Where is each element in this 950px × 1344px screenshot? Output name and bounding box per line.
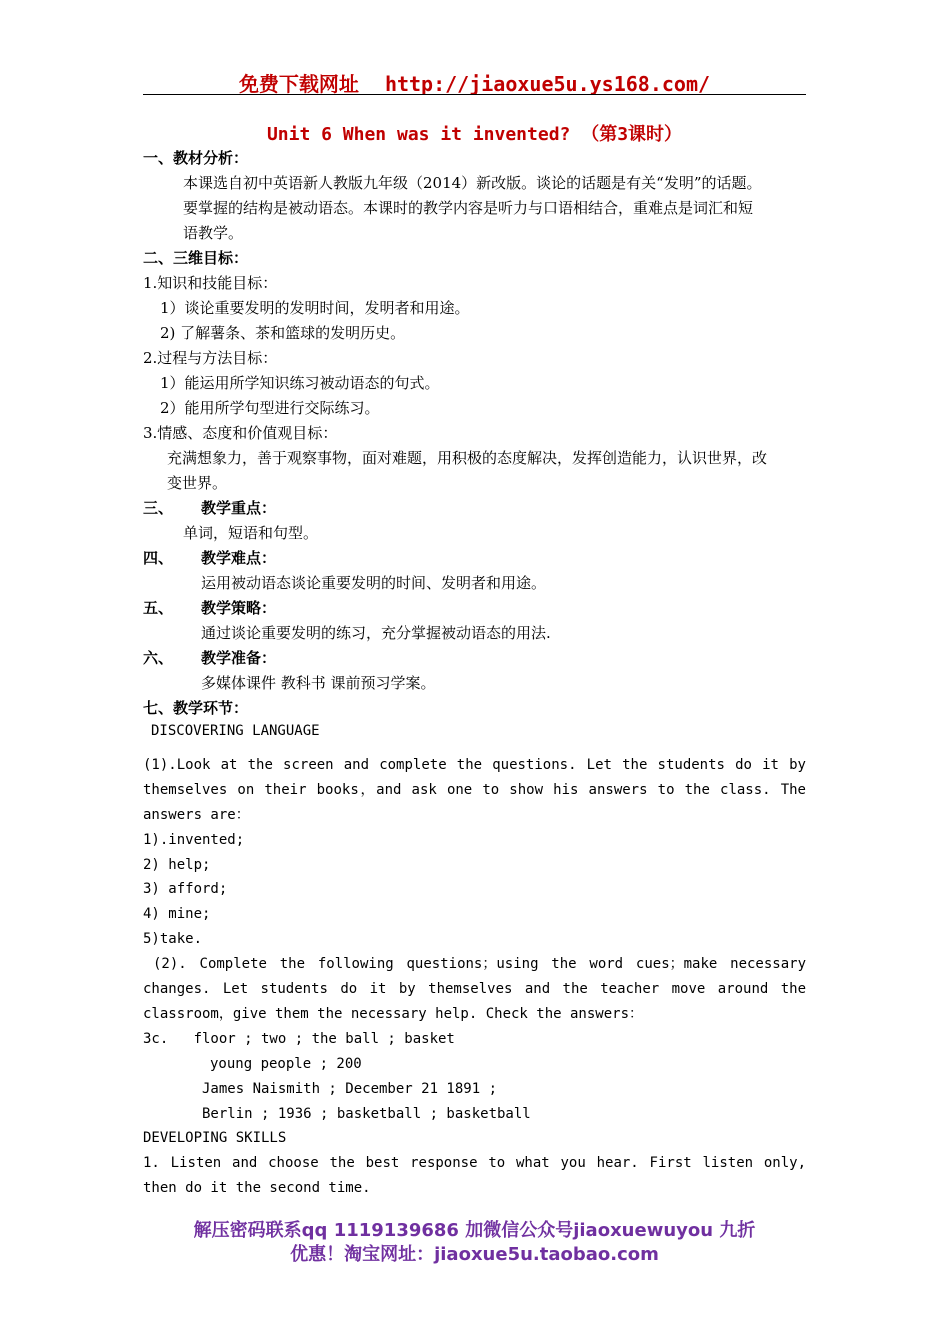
header-label: 免费下载网址 [238,72,359,96]
document-title: Unit 6 When was it invented? （第3课时） [266,124,683,145]
header-divider [143,94,806,95]
goal-2-item: 2）能用所学句型进行交际练习。 [160,399,380,417]
section-1-line: 本课选自初中英语新人教版九年级（2014）新改版。谈论的话题是有关“发明”的话题。 [183,174,762,192]
developing-skills-heading: DEVELOPING SKILLS [143,1130,287,1146]
exercise-3c-line: young people ; 200 [210,1056,362,1072]
goal-3-line: 变世界。 [167,474,228,492]
section-1-line: 语教学。 [183,224,244,242]
section-4-text: 运用被动语态谈论重要发明的时间、发明者和用途。 [201,574,547,592]
goal-1-heading: 1.知识和技能目标： [143,274,278,292]
question-2-line: (2). Complete the following questions；using the word cues；make necessary [153,956,806,972]
section-6-number: 六、 [143,649,174,667]
section-3-heading: 教学重点： [201,499,277,517]
answer-item: 2) help; [143,857,211,873]
question-2-line: classroom，give them the necessary help. Check the answers： [143,1006,644,1022]
section-3-text: 单词，短语和句型。 [183,524,319,542]
section-6-heading: 教学准备： [201,649,277,667]
footer-line: 解压密码联系qq 1119139686 加微信公众号jiaoxuewuyou 九折 [193,1220,756,1241]
section-5-heading: 教学策略： [201,599,277,617]
discovering-language-heading: DISCOVERING LANGUAGE [151,723,320,739]
section-1-heading: 一、教材分析： [143,149,249,167]
section-5-text: 通过谈论重要发明的练习，充分掌握被动语态的用法. [201,624,551,642]
goal-2-heading: 2.过程与方法目标： [143,349,278,367]
goal-2-item: 1）能运用所学知识练习被动语态的句式。 [160,374,440,392]
exercise-3c-line: James Naismith ; December 21 1891 ; [202,1081,498,1097]
question-2-line: changes. Let students do it by themselves and the teacher move around the [143,981,806,997]
answer-item: 3) afford; [143,881,228,897]
question-1-line: answers are： [143,807,250,823]
page-header [143,68,806,97]
section-1-line: 要掌握的结构是被动语态。本课时的教学内容是听力与口语相结合，重难点是词汇和短 [183,199,754,217]
answer-item: 4) mine; [143,906,211,922]
section-2-heading: 二、三维目标： [143,249,249,267]
answer-item: 5)take. [143,931,203,947]
header-url-link[interactable]: http://jiaoxue5u.ys168.com/ [384,72,711,96]
section-7-heading: 七、教学环节： [143,699,249,717]
question-1-line: (1).Look at the screen and complete the questions. Let the students do it by [143,757,806,773]
goal-1-item: 2) 了解薯条、茶和篮球的发明历史。 [160,324,406,342]
exercise-3c-line: 3c. floor ; two ; the ball ; basket [143,1031,455,1047]
section-6-text: 多媒体课件 教科书 课前预习学案。 [201,674,436,692]
section-4-number: 四、 [143,549,174,567]
section-4-heading: 教学难点： [201,549,277,567]
listening-task-line: then do it the second time. [143,1180,371,1196]
question-1-line: themselves on their books，and ask one to show his answers to the class. The [143,782,806,798]
section-5-number: 五、 [143,599,174,617]
exercise-3c-line: Berlin ; 1936 ; basketball ; basketball [202,1106,531,1122]
footer-line: 优惠！淘宝网址：jiaoxue5u.taobao.com [290,1244,659,1265]
listening-task-line: 1. Listen and choose the best response to what you hear. First listen only, [143,1155,806,1171]
page-footer [143,1219,806,1267]
goal-3-line: 充满想象力，善于观察事物，面对难题，用积极的态度解决，发挥创造能力，认识世界，改 [167,449,768,467]
goal-1-item: 1）谈论重要发明的发明时间，发明者和用途。 [160,299,470,317]
section-3-number: 三、 [143,499,174,517]
answer-item: 1).invented; [143,832,245,848]
goal-3-heading: 3.情感、态度和价值观目标： [143,424,338,442]
